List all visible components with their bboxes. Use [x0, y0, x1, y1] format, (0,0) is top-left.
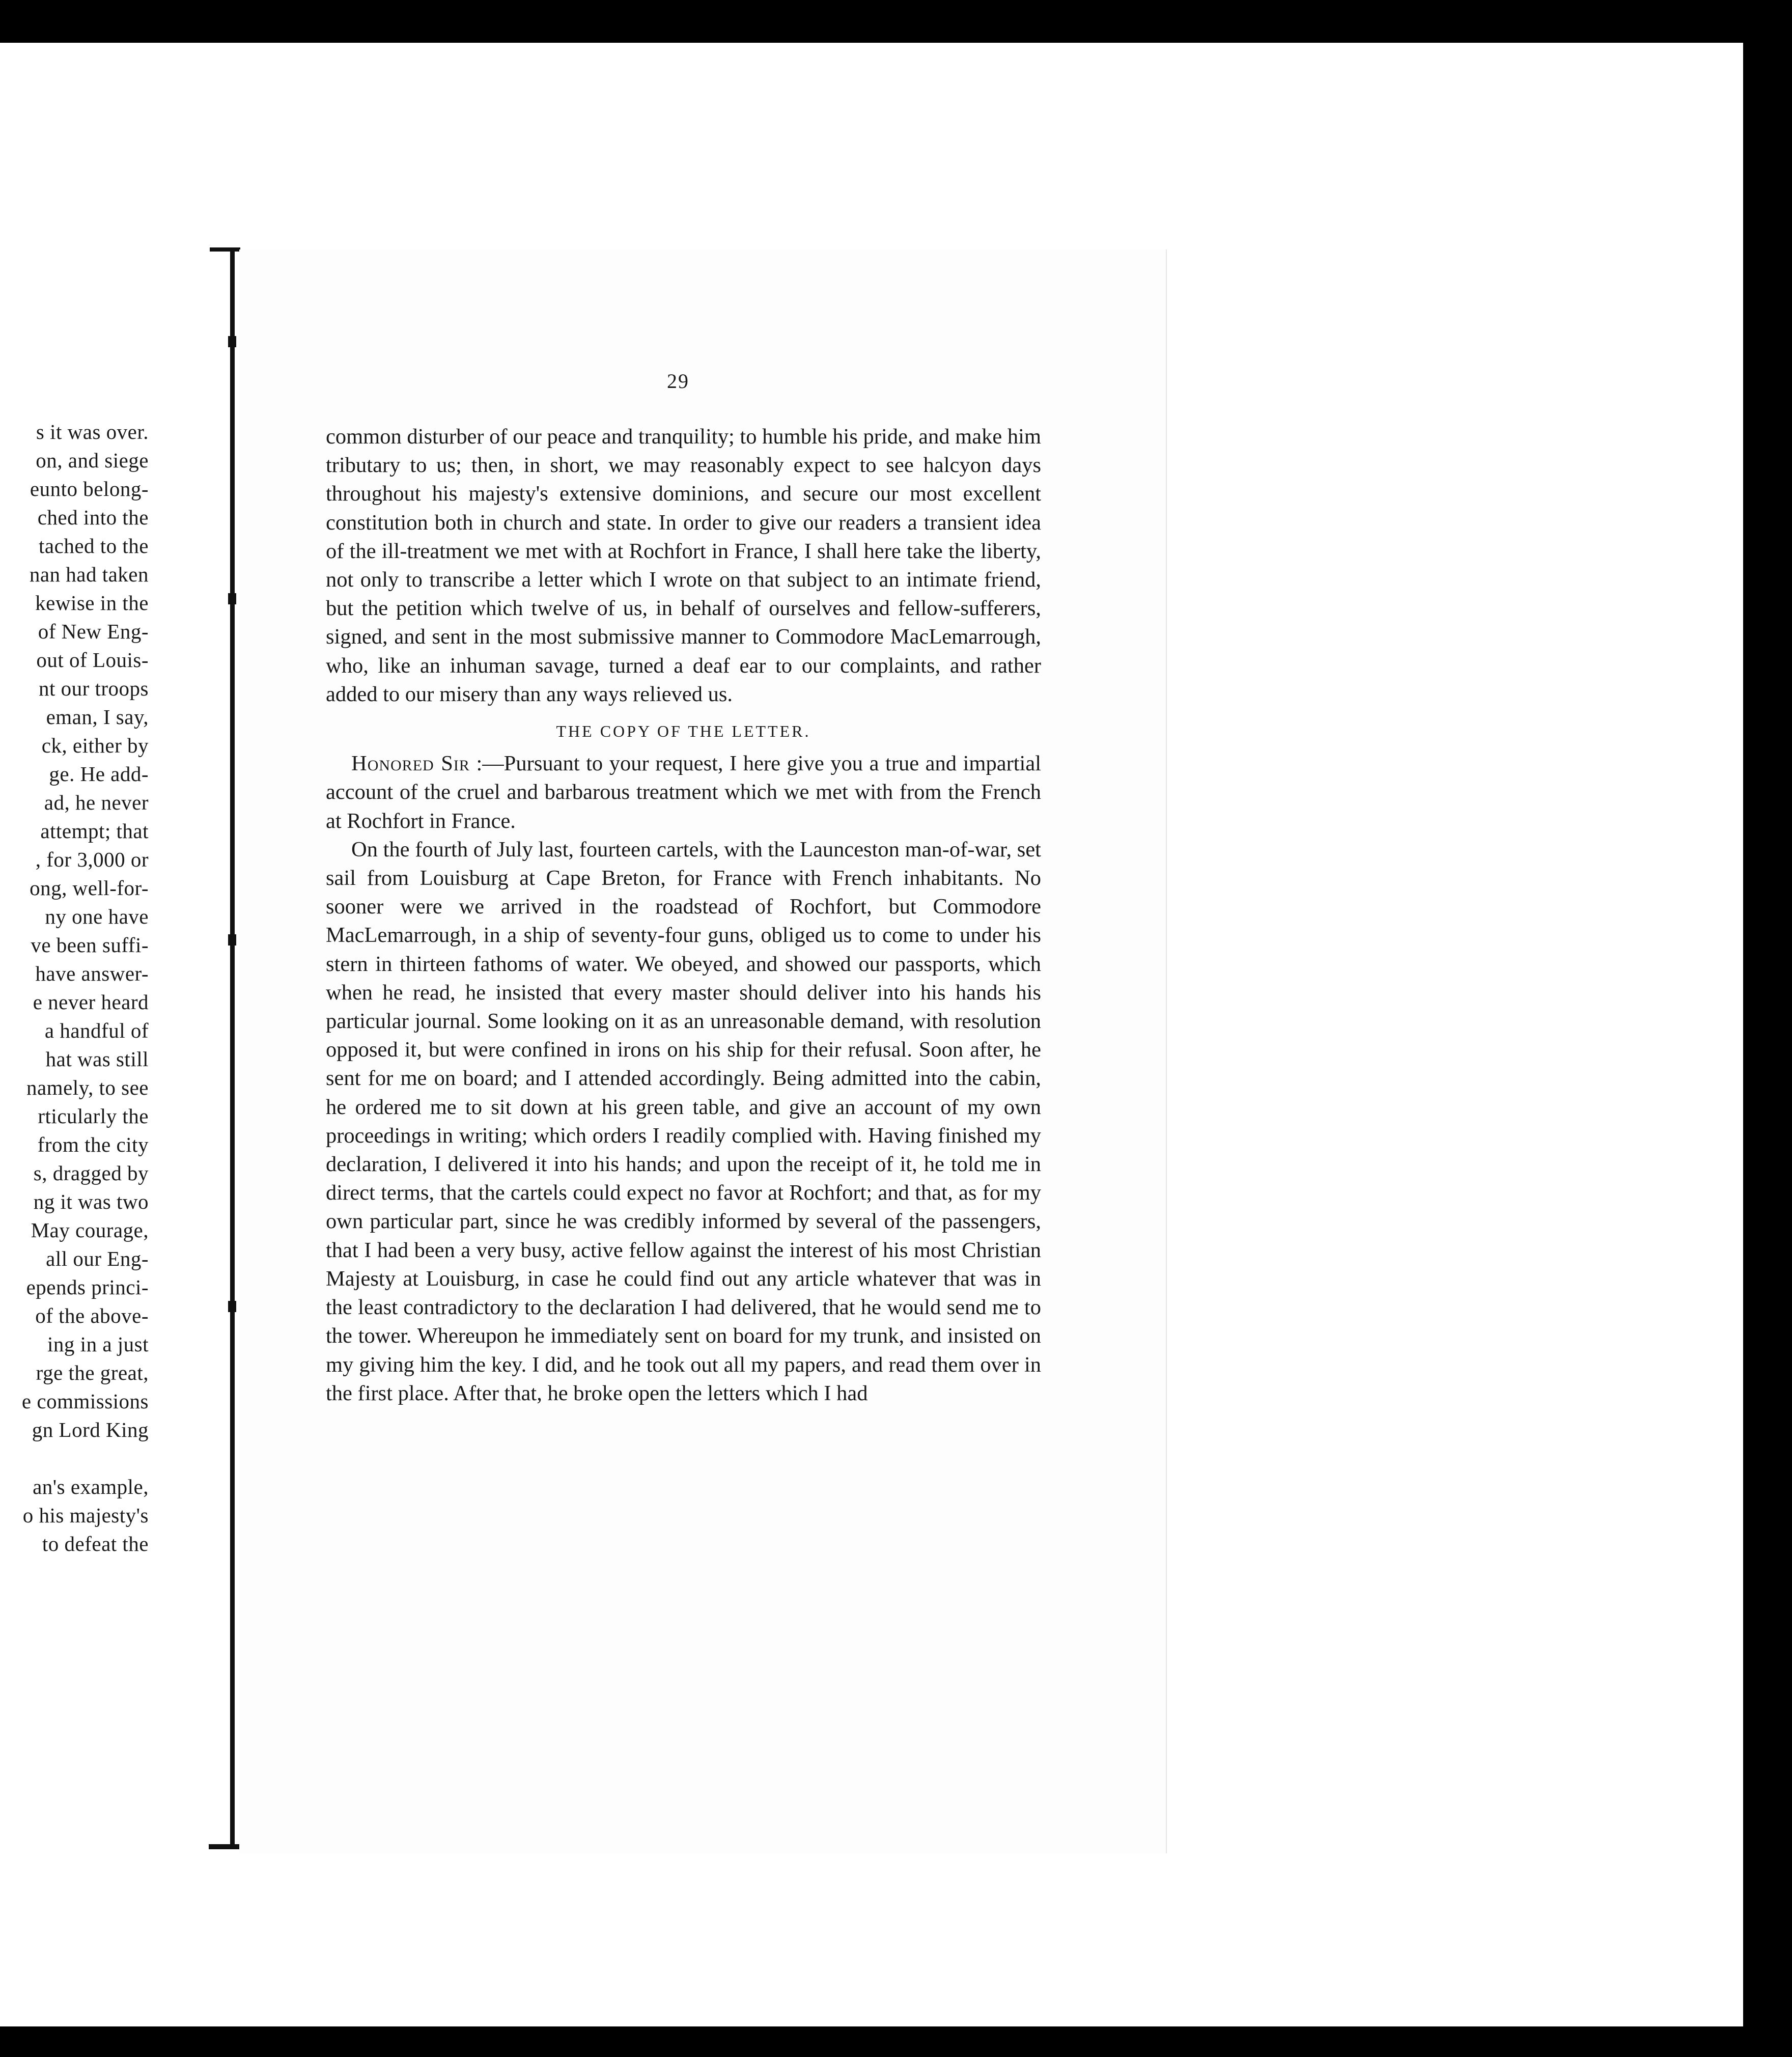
left-page-line: epends princi- — [26, 1275, 149, 1299]
gutter-tick-top — [210, 247, 240, 252]
left-page-line: rticularly the — [38, 1104, 149, 1128]
left-page-line: an's example, — [33, 1475, 149, 1498]
left-page-line: May courage, — [31, 1218, 149, 1242]
gutter-notch — [228, 336, 236, 347]
left-page-line: kewise in the — [35, 591, 149, 615]
left-page-line: s it was over. — [36, 420, 149, 443]
left-page-line: on, and siege — [36, 449, 149, 472]
left-page-line: ny one have — [45, 905, 149, 928]
left-page-line: ck, either by — [41, 734, 149, 757]
left-page-line: ve been suffi- — [31, 933, 149, 957]
left-page-line: nan had taken — [29, 563, 149, 586]
letter-heading: THE COPY OF THE LETTER. — [556, 722, 811, 741]
left-page-line: rge the great, — [36, 1361, 149, 1384]
left-page-line: have answer- — [35, 962, 149, 985]
page-number: 29 — [667, 370, 689, 393]
left-page-line: o his majesty's — [22, 1504, 149, 1527]
left-page-line: from the city — [37, 1133, 149, 1156]
scan-border-bottom — [0, 2026, 1792, 2057]
gutter-notch — [228, 593, 236, 604]
scan-page-edge — [0, 36, 1751, 43]
left-page-line: namely, to see — [26, 1076, 149, 1099]
paragraph-1: common disturber of our peace and tranquility; to humble his pride, and make him tributary to us; then, in short, we may reasonably expect to see halcyon days throughout his majesty's extensive dominions, and secure our most excellent constitution both in church and state. In order to give our readers a transient idea of the ill-treatment we met with at Rochfort in France, I shall here take the liberty, not only to transcribe a letter which I wrote on that subject to an intimate friend, but the petition which twelve of us, in behalf of ourselves and fellow-sufferers, signed, and sent in the most submissive manner to Commodore MacLemarrough, who, like an inhuman savage, turned a deaf ear to our complaints, and rather added to our misery than any ways relieved us. — [326, 425, 1041, 706]
left-page-line: of New Eng- — [38, 620, 149, 643]
scan-border-right — [1743, 0, 1792, 2057]
gutter-notch — [228, 934, 236, 946]
left-page-line: gn Lord King — [32, 1418, 149, 1441]
left-page-line: out of Louis- — [36, 648, 149, 672]
left-page-line: e never heard — [33, 990, 149, 1014]
left-page-line: ge. He add- — [49, 762, 149, 786]
left-page-line: hat was still — [45, 1047, 149, 1071]
left-page-line: ing in a just — [47, 1332, 149, 1356]
left-page-line: ng it was two — [33, 1190, 149, 1213]
left-page-line: , for 3,000 or — [35, 848, 149, 871]
left-page-line: all our Eng- — [46, 1247, 149, 1270]
left-page-line: eman, I say, — [46, 705, 149, 729]
left-page-line: of the above- — [35, 1304, 149, 1327]
left-page-line: attempt; that — [40, 819, 149, 843]
gutter-rule — [230, 249, 235, 1848]
scan-border-top — [0, 0, 1792, 39]
left-page-line: e commissions — [21, 1389, 149, 1413]
paragraph-2-text: :—Pursuant to your request, I here give you a true and impartial account of the cruel and barbarous treatment which we met with from the French at Rochfort in France. — [326, 752, 1042, 833]
left-page-line: s, dragged by — [33, 1161, 149, 1185]
left-page-fragment — [0, 418, 153, 1589]
left-page-line: nt our troops — [38, 677, 149, 700]
paragraph-2 — [326, 749, 1041, 836]
salutation: Honored Sir — [351, 752, 470, 776]
paragraph-3: On the fourth of July last, fourteen cartels, with the Launceston man-of-war, set sail from Louisburg at Cape Breton, for France with French inhabitants. No sooner were we arrived in the roadstead of Rochfort, but Commodore MacLemarrough, in a ship of seventy-four guns, obliged us to come to under his stern in thirteen fathoms of water. We obeyed, and showed our passports, which when he read, he insisted that every master should deliver into his hands his particular journal. Some looking on it as an unreasonable demand, with resolution opposed it, but were confined in irons on his ship for their refusal. Soon after, he sent for me on board; and I attended accordingly. Being admitted into the cabin, he ordered me to sit down at his green table, and give an account of my own proceedings in writing; which orders I readily complied with. Having finished my declaration, I delivered it into his hands; and upon the receipt of it, he told me in direct terms, that the cartels could expect no favor at Rochfort; and that, as for my own particular part, since he was credibly informed by several of the passengers, that I had been a very busy, active fellow against the interest of his most Christian Majesty at Louisburg, in case he could find out any article whatever that was in the least contradictory to the declaration I had delivered, that he would send me to the tower. Whereupon he immediately sent on board for my trunk, and insisted on my giving him the key. I did, and he took out all my papers, and read them over in the first place. After that, he broke open the letters which I had — [326, 837, 1041, 1405]
left-page-line: a handful of — [44, 1019, 149, 1042]
left-page-line: to defeat the — [42, 1532, 149, 1555]
left-page-line: tached to the — [39, 534, 149, 558]
left-page-line: ched into the — [37, 506, 149, 529]
body-text — [326, 423, 1041, 1408]
gutter-notch — [228, 1301, 236, 1312]
left-page-line: ong, well-for- — [30, 876, 149, 900]
left-page-line: ad, he never — [44, 791, 149, 814]
left-page-line: eunto belong- — [30, 477, 149, 501]
